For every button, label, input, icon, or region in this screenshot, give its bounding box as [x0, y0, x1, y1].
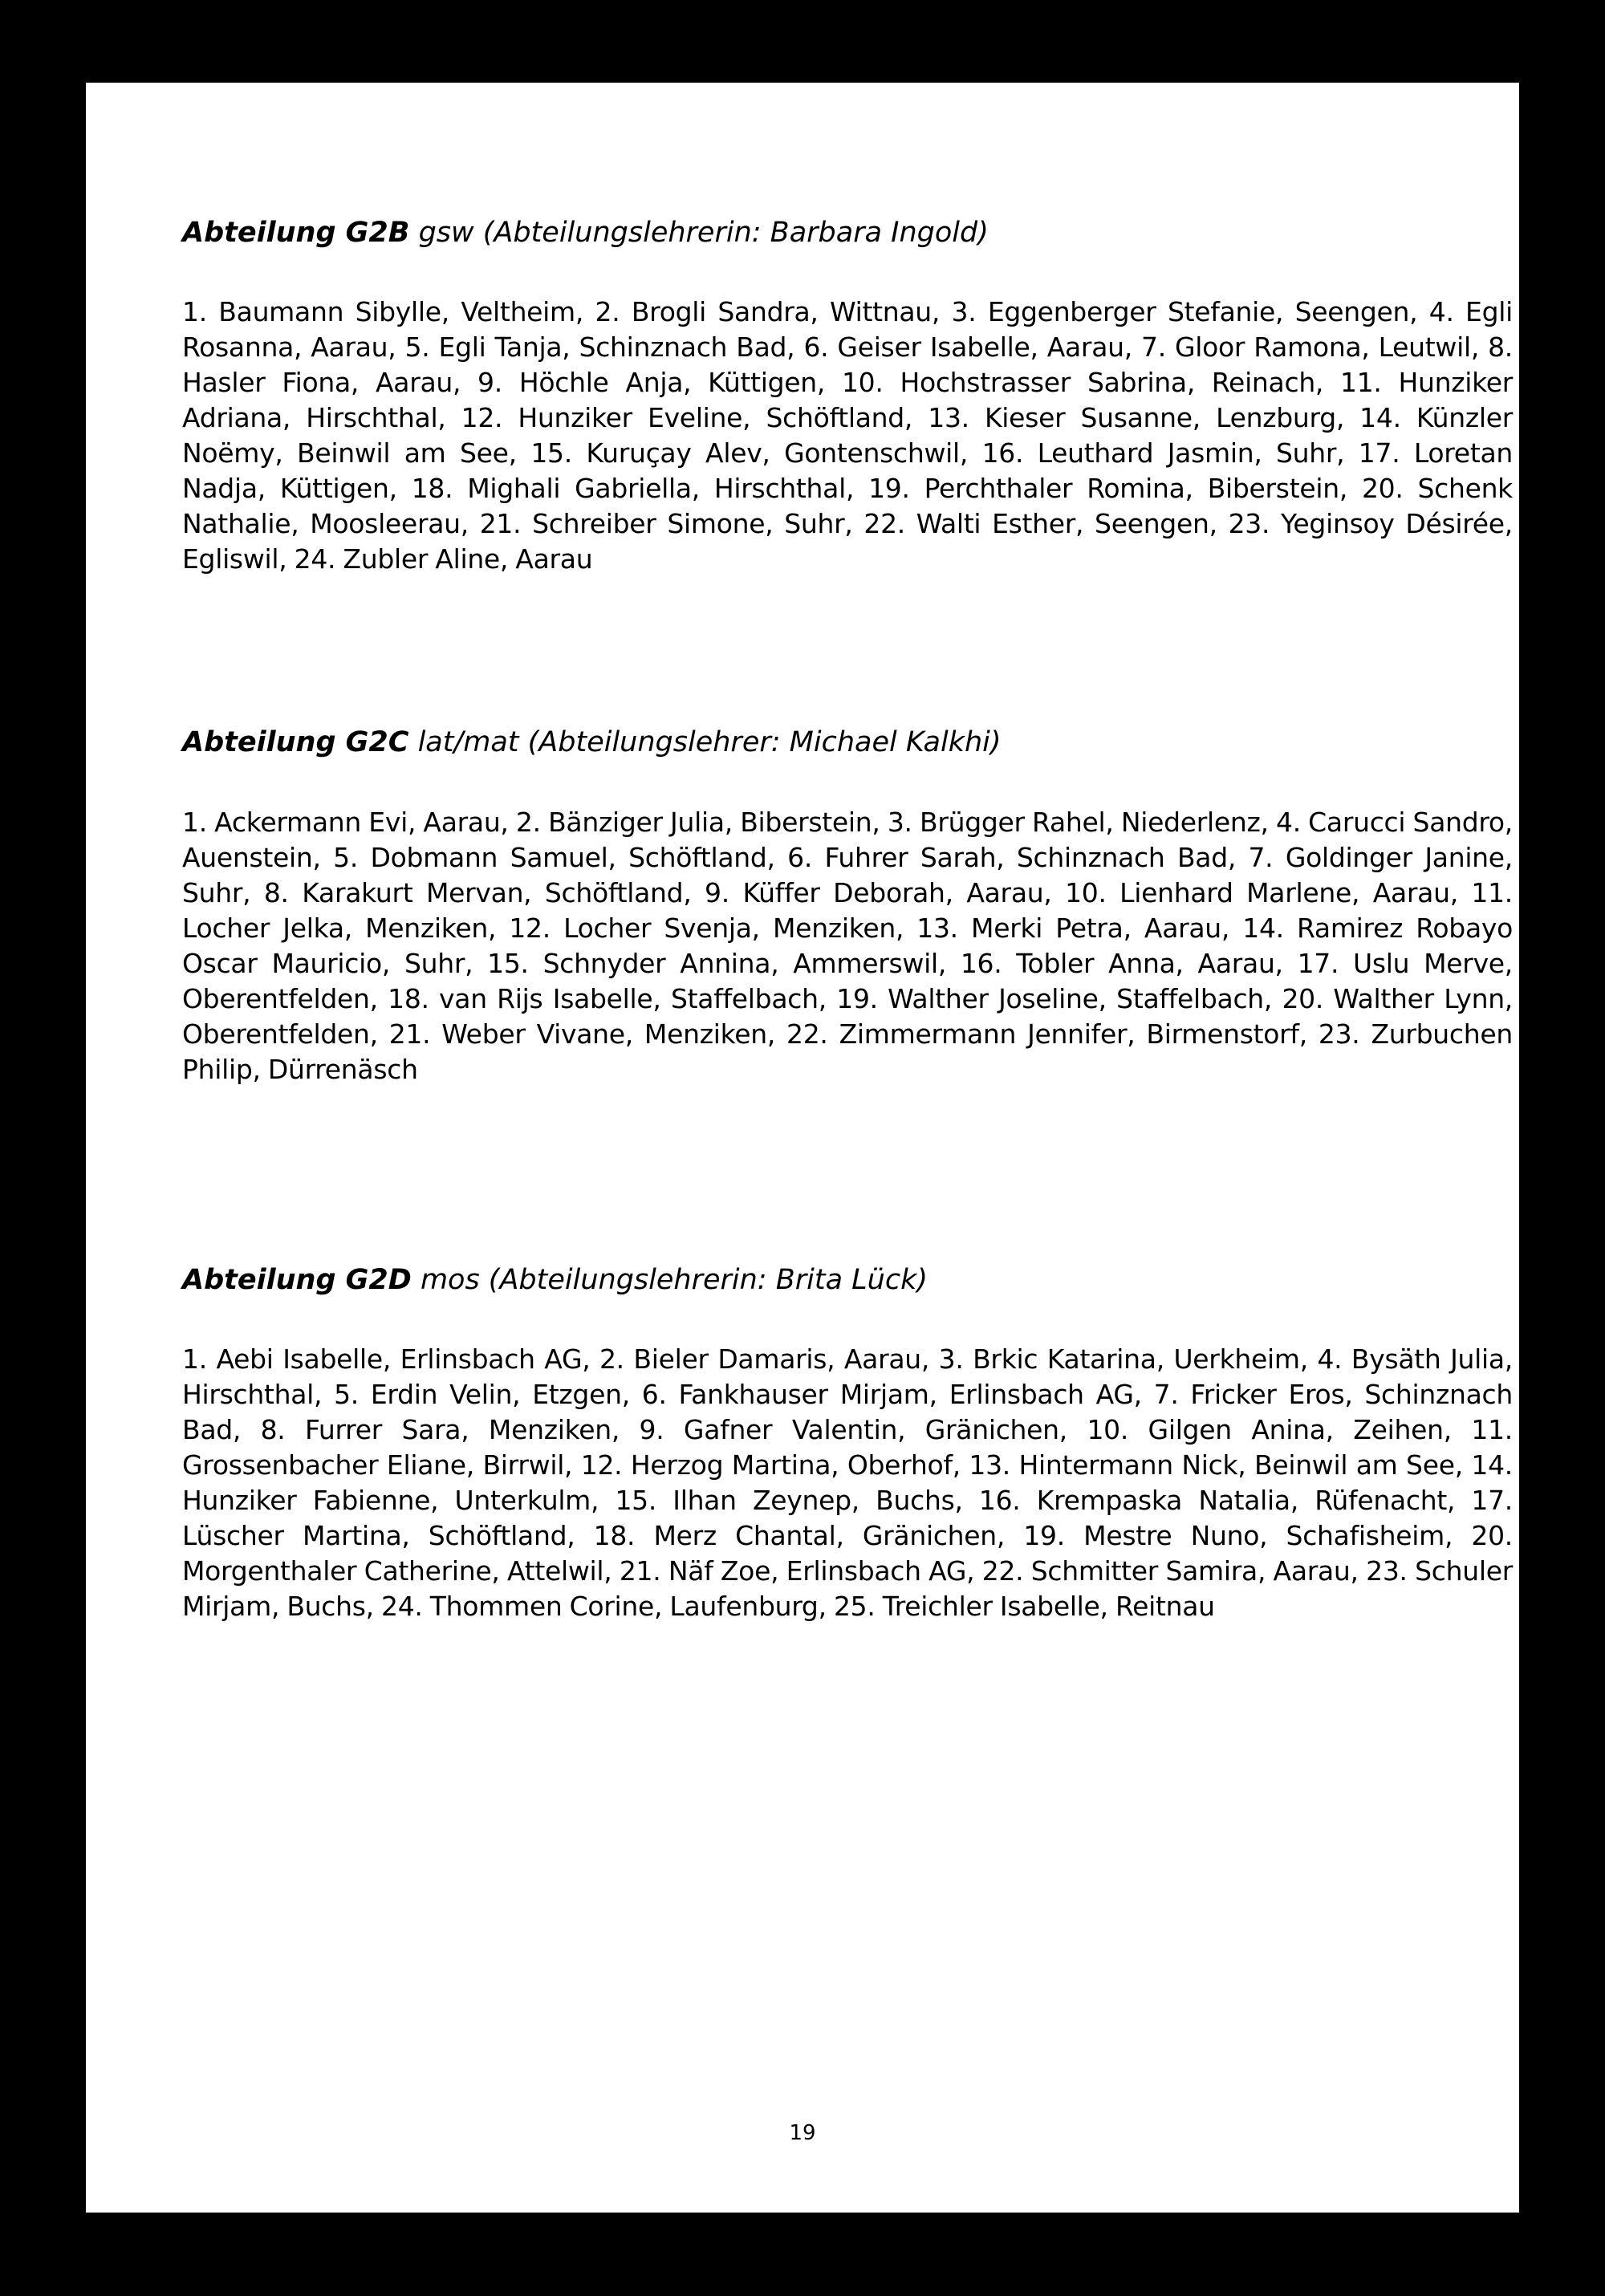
- section-g2d: [182, 1262, 1513, 1624]
- class-label: Abteilung G2B: [182, 217, 410, 249]
- document-page: [86, 83, 1519, 2213]
- class-teacher: lat/mat (Abteilungslehrer: Michael Kalkhi): [408, 726, 1002, 758]
- page-number: 19: [789, 2121, 816, 2145]
- section-heading: [182, 725, 1513, 760]
- class-label: Abteilung G2C: [182, 726, 409, 758]
- class-teacher: mos (Abteilungslehrerin: Brita Lück): [411, 1264, 928, 1296]
- section-g2c: [182, 725, 1513, 1087]
- section-g2b: [182, 215, 1513, 577]
- student-list: 1. Baumann Sibylle, Veltheim, 2. Brogli Sandra, Wittnau, 3. Eggenberger Stefanie, Seengen, 4. Egli Rosanna, Aarau, 5. Egli Tanja, Schinznach Bad, 6. Geiser Isabelle, Aarau, 7. Gloor Ramona, Leutwil, 8. Hasler Fiona, Aarau, 9. Höchle Anja, Küttigen, 10. Hochstrasser Sabrina, Reinach, 11. Hunziker Adriana, Hirschthal, 12. Hunziker Eveline, Schöftland, 13. Kieser Susanne, Lenzburg, 14. Künzler Noëmy, Beinwil am See, 15. Kuruçay Alev, Gontenschwil, 16. Leuthard Jasmin, Suhr, 17. Loretan Nadja, Küttigen, 18. Mighali Gabriella, Hirschthal, 19. Perchthaler Romina, Biberstein, 20. Schenk Nathalie, Moosleerau, 21. Schreiber Simone, Suhr, 22. Walti Esther, Seengen, 23. Yeginsoy Désirée, Egliswil, 24. Zubler Aline, Aarau: [182, 296, 1513, 575]
- class-teacher: gsw (Abteilungslehrerin: Barbara Ingold): [409, 217, 989, 249]
- student-list: 1. Ackermann Evi, Aarau, 2. Bänziger Julia, Biberstein, 3. Brügger Rahel, Niederlenz, 4. Carucci Sandro, Auenstein, 5. Dobmann Samuel, Schöftland, 6. Fuhrer Sarah, Schinznach Bad, 7. Goldinger Janine, Suhr, 8. Karakurt Mervan, Schöftland, 9. Küffer Deborah, Aarau, 10. Lienhard Marlene, Aarau, 11. Locher Jelka, Menziken, 12. Locher Svenja, Menziken, 13. Merki Petra, Aarau, 14. Ramirez Robayo Oscar Mauricio, Suhr, 15. Schnyder Annina, Ammerswil, 16. Tobler Anna, Aarau, 17. Uslu Merve, Oberentfelden, 18. van Rijs Isabelle, Staffelbach, 19. Walther Joseline, Staffelbach, 20. Walther Lynn, Oberentfelden, 21. Weber Vivane, Menziken, 22. Zimmermann Jennifer, Birmenstorf, 23. Zurbuchen Philip, Dürrenäsch: [182, 807, 1513, 1085]
- section-heading: [182, 1262, 1513, 1298]
- student-list: 1. Aebi Isabelle, Erlinsbach AG, 2. Bieler Damaris, Aarau, 3. Brkic Katarina, Uerkheim, 4. Bysäth Julia, Hirschthal, 5. Erdin Velin, Etzgen, 6. Fankhauser Mirjam, Erlinsbach AG, 7. Fricker Eros, Schinznach Bad, 8. Furrer Sara, Menziken, 9. Gafner Valentin, Gränichen, 10. Gilgen Anina, Zeihen, 11. Grossenbacher Eliane, Birrwil, 12. Herzog Martina, Oberhof, 13. Hintermann Nick, Beinwil am See, 14. Hunziker Fabienne, Unterkulm, 15. Ilhan Zeynep, Buchs, 16. Krempaska Natalia, Rüfenacht, 17. Lüscher Martina, Schöftland, 18. Merz Chantal, Gränichen, 19. Mestre Nuno, Schafisheim, 20. Morgenthaler Catherine, Attelwil, 21. Näf Zoe, Erlinsbach AG, 22. Schmitter Samira, Aarau, 23. Schuler Mirjam, Buchs, 24. Thommen Corine, Laufenburg, 25. Treichler Isabelle, Reitnau: [182, 1343, 1513, 1622]
- section-heading: [182, 215, 1513, 250]
- class-label: Abteilung G2D: [182, 1264, 412, 1296]
